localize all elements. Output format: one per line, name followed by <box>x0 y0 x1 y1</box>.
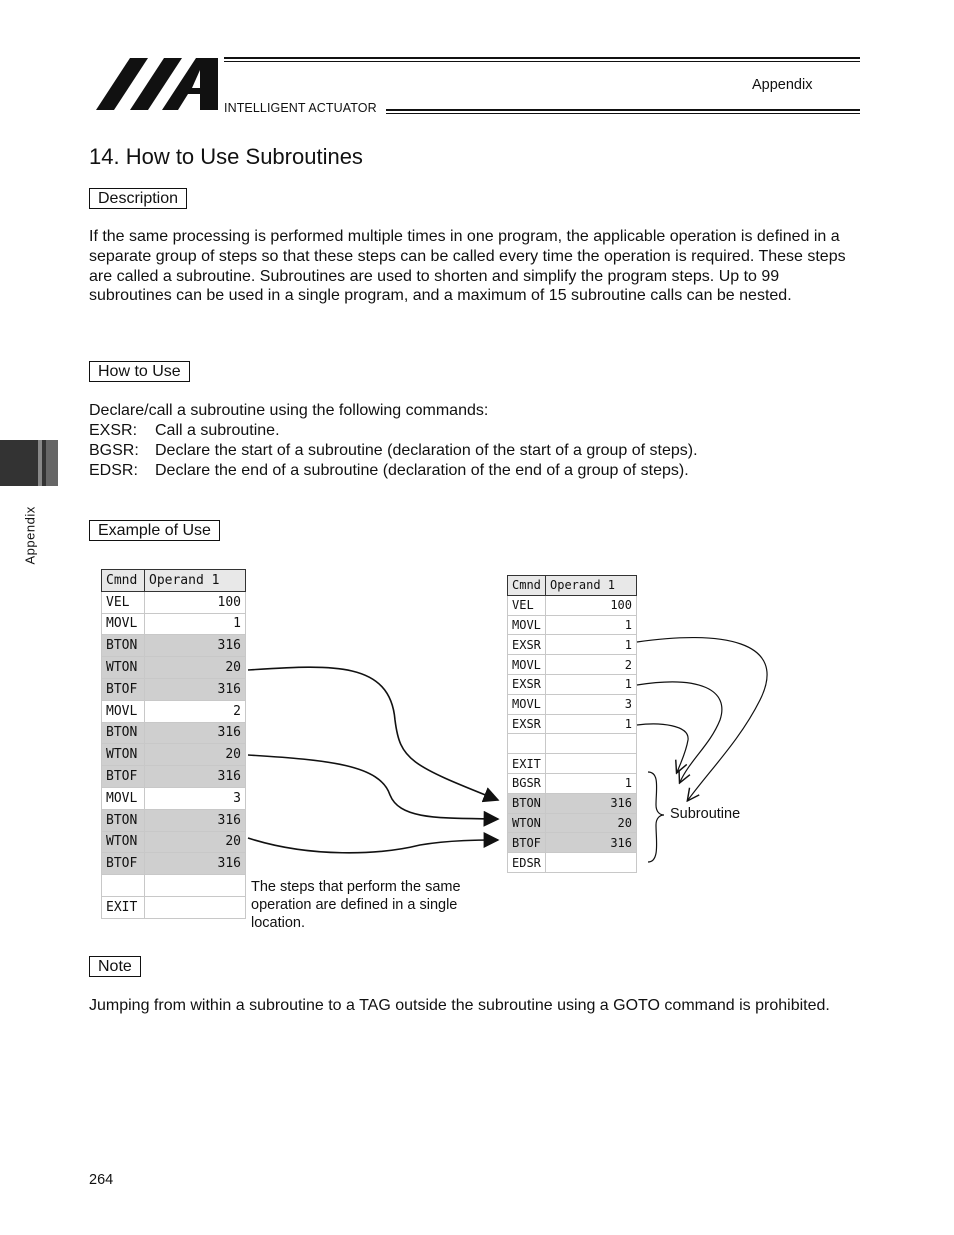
cell-operand: 100 <box>546 595 637 615</box>
cell-command: MOVL <box>508 655 546 675</box>
description-text: If the same processing is performed multiple times in one program, the applicable operation is defined in a separate group of steps so that these steps can be called every time the operation is required. These steps are called a subroutine. Subroutines are used to shorten and simplify the program steps. Up to 99 subroutines can be used in a single program, and a maximum of 15 subroutine calls can be nested. <box>89 228 846 305</box>
description-label: Description <box>89 188 187 209</box>
cell-command: BTOF <box>102 853 145 875</box>
cell-operand: 20 <box>546 813 637 833</box>
cell-command: WTON <box>102 657 145 679</box>
cell-command: WTON <box>508 813 546 833</box>
cell-operand: 2 <box>546 655 637 675</box>
cell-command: BTON <box>102 635 145 657</box>
cell-operand: 20 <box>145 657 246 679</box>
cell-operand: 20 <box>145 744 246 766</box>
header-operand: Operand 1 <box>546 576 637 596</box>
cell-command: EXSR <box>508 674 546 694</box>
company-name: INTELLIGENT ACTUATOR <box>224 101 377 115</box>
subroutine-brace <box>648 772 664 862</box>
note-label: Note <box>89 956 141 977</box>
header-operand: Operand 1 <box>145 570 246 592</box>
cell-operand: 316 <box>145 809 246 831</box>
cell-operand: 100 <box>145 591 246 613</box>
how-to-use-intro: Declare/call a subroutine using the following commands: <box>89 402 489 419</box>
cell-operand: 20 <box>145 831 246 853</box>
cell-operand: 3 <box>546 694 637 714</box>
cell-operand: 2 <box>145 700 246 722</box>
subroutine-label: Subroutine <box>670 806 741 822</box>
cell-command: MOVL <box>102 700 145 722</box>
cell-command: MOVL <box>508 615 546 635</box>
page-title: 14. How to Use Subroutines <box>89 144 363 169</box>
cell-operand: 1 <box>546 773 637 793</box>
cell-operand: 1 <box>546 674 637 694</box>
command-desc: Declare the end of a subroutine (declaration of the end of a group of steps). <box>155 462 689 479</box>
cell-command: BGSR <box>508 773 546 793</box>
cell-command: VEL <box>508 595 546 615</box>
cell-operand: 316 <box>145 766 246 788</box>
cell-operand: 316 <box>145 853 246 875</box>
cell-operand: 316 <box>145 722 246 744</box>
call-arrow-1 <box>637 638 767 800</box>
cell-command: BTOF <box>508 833 546 853</box>
cell-command: BTON <box>508 793 546 813</box>
header-cmnd: Cmnd <box>508 576 546 596</box>
cell-operand: 316 <box>546 793 637 813</box>
header-section: Appendix <box>752 77 813 93</box>
cell-command: EXIT <box>102 896 145 918</box>
arrow-left-3 <box>248 838 498 853</box>
cell-operand: 316 <box>145 635 246 657</box>
header-cmnd: Cmnd <box>102 570 145 592</box>
cell-operand: 316 <box>145 678 246 700</box>
cell-command: WTON <box>102 831 145 853</box>
cell-command: BTOF <box>102 678 145 700</box>
command-desc: Declare the start of a subroutine (declaration of the start of a group of steps). <box>155 442 698 459</box>
call-arrow-3 <box>637 724 688 772</box>
cell-operand: 1 <box>546 714 637 734</box>
cell-operand: 1 <box>145 613 246 635</box>
cell-command: VEL <box>102 591 145 613</box>
cell-operand: 1 <box>546 635 637 655</box>
cell-command: BTON <box>102 809 145 831</box>
side-section-label: Appendix <box>22 506 38 565</box>
command-desc: Call a subroutine. <box>155 422 280 439</box>
cell-command: MOVL <box>102 787 145 809</box>
page-number: 264 <box>89 1172 114 1188</box>
note-text: Jumping from within a subroutine to a TAG outside the subroutine using a GOTO command is prohibited. <box>89 997 830 1014</box>
command-name: EDSR: <box>89 462 138 479</box>
example-caption: The steps that perform the same operation are defined in a single location. <box>251 879 461 931</box>
cell-command: EDSR <box>508 853 546 873</box>
command-name: BGSR: <box>89 442 139 459</box>
cell-command: WTON <box>102 744 145 766</box>
command-name: EXSR: <box>89 422 138 439</box>
cell-command: BTOF <box>102 766 145 788</box>
cell-command: BTON <box>102 722 145 744</box>
example-label: Example of Use <box>89 520 220 541</box>
arrow-left-1 <box>248 667 498 800</box>
cell-operand: 316 <box>546 833 637 853</box>
cell-command: MOVL <box>102 613 145 635</box>
arrow-left-2 <box>248 755 498 819</box>
cell-command: EXSR <box>508 635 546 655</box>
cell-operand: 3 <box>145 787 246 809</box>
how-to-use-label: How to Use <box>89 361 190 382</box>
cell-command: EXSR <box>508 714 546 734</box>
cell-operand: 1 <box>546 615 637 635</box>
cell-command: EXIT <box>508 754 546 774</box>
cell-command: MOVL <box>508 694 546 714</box>
